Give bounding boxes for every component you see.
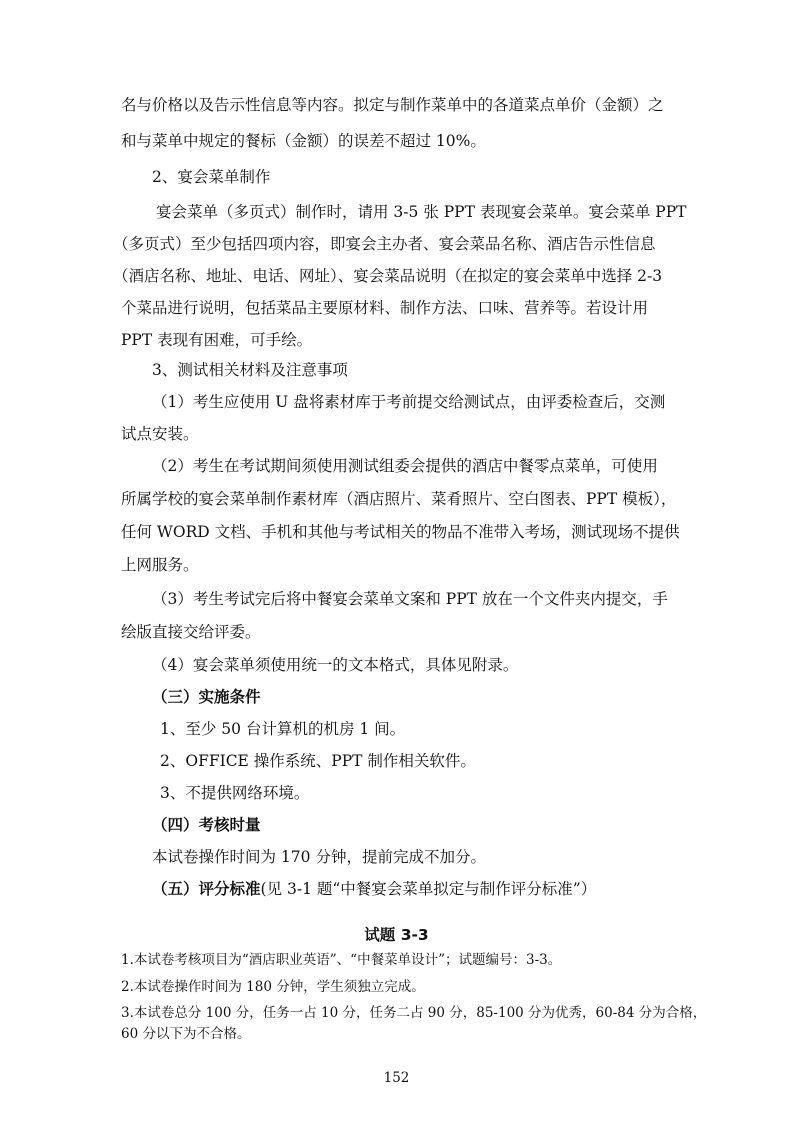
section-heading-implementation: （三）实施条件 <box>152 688 261 706</box>
exam-title: 试题 3-3 <box>364 926 429 944</box>
section-heading-scoring-label: （五）评分标准 <box>152 880 261 898</box>
body-line: 上网服务。 <box>121 556 199 574</box>
exam-note: 3.本试卷总分 100 分，任务一占 10 分，任务二占 90 分，85-100 分为优秀，60-84 分为合格， <box>121 1005 707 1021</box>
body-line: 和与菜单中规定的餐标（金额）的误差不超过 10%。 <box>121 132 486 150</box>
body-line: （1）考生应使用 U 盘将素材库于考前提交给测试点，由评委检查后，交测 <box>152 393 666 411</box>
body-line: 宴会菜单（多页式）制作时，请用 3-5 张 PPT 表现宴会菜单。宴会菜单 PPT <box>156 203 687 221</box>
list-item: 2、OFFICE 操作系统、PPT 制作相关软件。 <box>160 752 476 770</box>
section-heading-scoring <box>152 879 596 899</box>
body-line: （4）宴会菜单须使用统一的文本格式，具体见附录。 <box>152 656 519 674</box>
sub-heading: 2、宴会菜单制作 <box>152 168 271 186</box>
body-line: 个菜品进行说明，包括菜品主要原材料、制作方法、口味、营养等。若设计用 <box>121 299 649 317</box>
sub-heading: 3、测试相关材料及注意事项 <box>152 361 348 379</box>
exam-note: 60 分以下为不合格。 <box>121 1026 251 1042</box>
exam-note: 2.本试卷操作时间为 180 分钟，学生须独立完成。 <box>121 979 425 995</box>
list-item: 3、不提供网络环境。 <box>160 784 310 802</box>
page-number: 152 <box>383 1070 410 1086</box>
body-line: PPT 表现有困难，可手绘。 <box>121 331 313 349</box>
exam-note: 1.本试卷考核项目为“酒店职业英语”、“中餐菜单设计”；试题编号：3-3。 <box>121 952 562 968</box>
body-line: 任何 WORD 文档、手机和其他与考试相关的物品不准带入考场，测试现场不提供 <box>121 523 680 541</box>
body-line: 名与价格以及告示性信息等内容。拟定与制作菜单中的各道菜点单价（金额）之 <box>121 96 664 114</box>
body-line: 试点安装。 <box>121 425 199 443</box>
body-line: （酒店名称、地址、电话、网址）、宴会菜品说明（在拟定的宴会菜单中选择 2-3 <box>113 267 663 285</box>
list-item: 1、至少 50 台计算机的机房 1 间。 <box>160 720 406 738</box>
section-heading-scoring-note: (见 3-1 题“中餐宴会菜单拟定与制作评分标准”） <box>260 880 597 898</box>
body-line: 所属学校的宴会菜单制作素材库（酒店照片、菜肴照片、空白图表、PPT 模板）， <box>121 490 677 508</box>
body-line: （2）考生在考试期间须使用测试组委会提供的酒店中餐零点菜单，可使用 <box>152 457 658 475</box>
body-line: 本试卷操作时间为 170 分钟，提前完成不加分。 <box>152 848 486 866</box>
section-heading-duration: （四）考核时量 <box>152 816 261 834</box>
body-line: （多页式）至少包括四项内容，即宴会主办者、宴会菜品名称、酒店告示性信息 <box>113 235 656 253</box>
body-line: （3）考生考试完后将中餐宴会菜单文案和 PPT 放在一个文件夹内提交，手 <box>152 590 668 608</box>
body-line: 绘版直接交给评委。 <box>121 623 261 641</box>
